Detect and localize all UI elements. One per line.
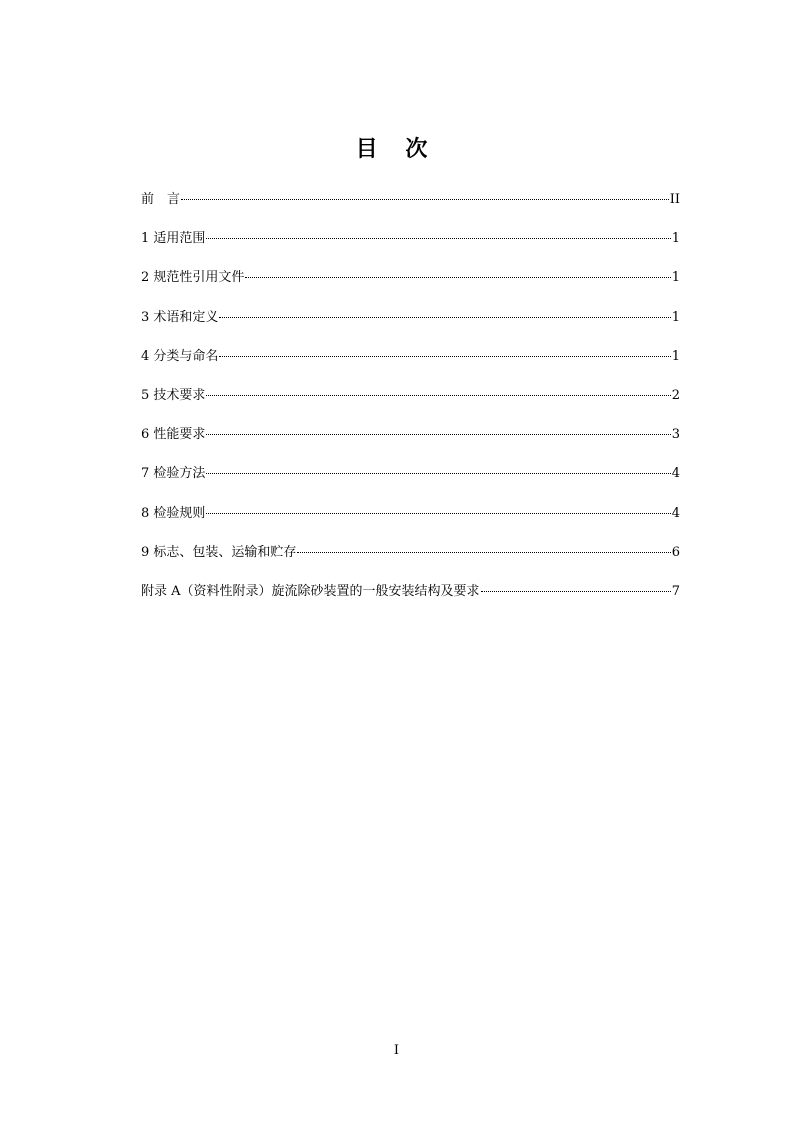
- toc-entry-label: 6 性能要求: [141, 427, 206, 443]
- toc-leader-dots: [181, 199, 669, 200]
- toc-leader-dots: [297, 552, 670, 553]
- toc-leader-dots: [219, 317, 670, 318]
- toc-leader-dots: [481, 591, 671, 592]
- toc-entry-scope[interactable]: [141, 229, 680, 268]
- toc-leader-dots: [206, 238, 670, 239]
- table-of-contents: [141, 190, 680, 621]
- toc-entry-classification[interactable]: [141, 347, 680, 386]
- toc-entry-performance-requirements[interactable]: [141, 425, 680, 464]
- toc-entry-page: II: [669, 192, 680, 207]
- toc-entry-inspection-rules[interactable]: [141, 504, 680, 543]
- toc-entry-label: 前 言: [141, 192, 181, 207]
- toc-entry-page: 3: [671, 427, 680, 443]
- toc-entry-foreword[interactable]: [141, 190, 680, 229]
- toc-entry-page: 1: [671, 348, 680, 364]
- toc-entry-technical-requirements[interactable]: [141, 386, 680, 425]
- toc-entry-page: 7: [671, 583, 680, 599]
- toc-leader-dots: [206, 395, 670, 396]
- toc-entry-label: 7 检验方法: [141, 466, 206, 482]
- toc-entry-label: 附录 A（资料性附录）旋流除砂装置的一般安装结构及要求: [141, 583, 480, 599]
- toc-entry-test-methods[interactable]: [141, 464, 680, 503]
- toc-leader-dots: [206, 473, 670, 474]
- toc-entry-label: 4 分类与命名: [141, 348, 219, 364]
- toc-leader-dots: [245, 277, 670, 278]
- toc-entry-page: 1: [671, 309, 680, 325]
- toc-entry-page: 1: [671, 270, 680, 286]
- toc-entry-label: 3 术语和定义: [141, 309, 219, 325]
- toc-entry-page: 4: [671, 505, 680, 521]
- toc-entry-normative-references[interactable]: [141, 268, 680, 307]
- toc-entry-marking-packaging[interactable]: [141, 543, 680, 582]
- toc-entry-page: 2: [671, 387, 680, 403]
- toc-entry-label: 9 标志、包装、运输和贮存: [141, 544, 297, 560]
- toc-title: 目 次: [355, 137, 438, 162]
- toc-entry-label: 1 适用范围: [141, 231, 206, 247]
- toc-leader-dots: [206, 513, 670, 514]
- toc-entry-annex-a[interactable]: [141, 582, 680, 621]
- toc-entry-page: 1: [671, 231, 680, 247]
- toc-entry-label: 5 技术要求: [141, 387, 206, 403]
- toc-entry-page: 4: [671, 466, 680, 482]
- toc-leader-dots: [219, 356, 670, 357]
- toc-entry-label: 8 检验规则: [141, 505, 206, 521]
- toc-leader-dots: [206, 434, 670, 435]
- toc-entry-terms-definitions[interactable]: [141, 308, 680, 347]
- toc-entry-label: 2 规范性引用文件: [141, 270, 245, 286]
- page-number: I: [393, 1043, 400, 1058]
- toc-entry-page: 6: [671, 544, 680, 560]
